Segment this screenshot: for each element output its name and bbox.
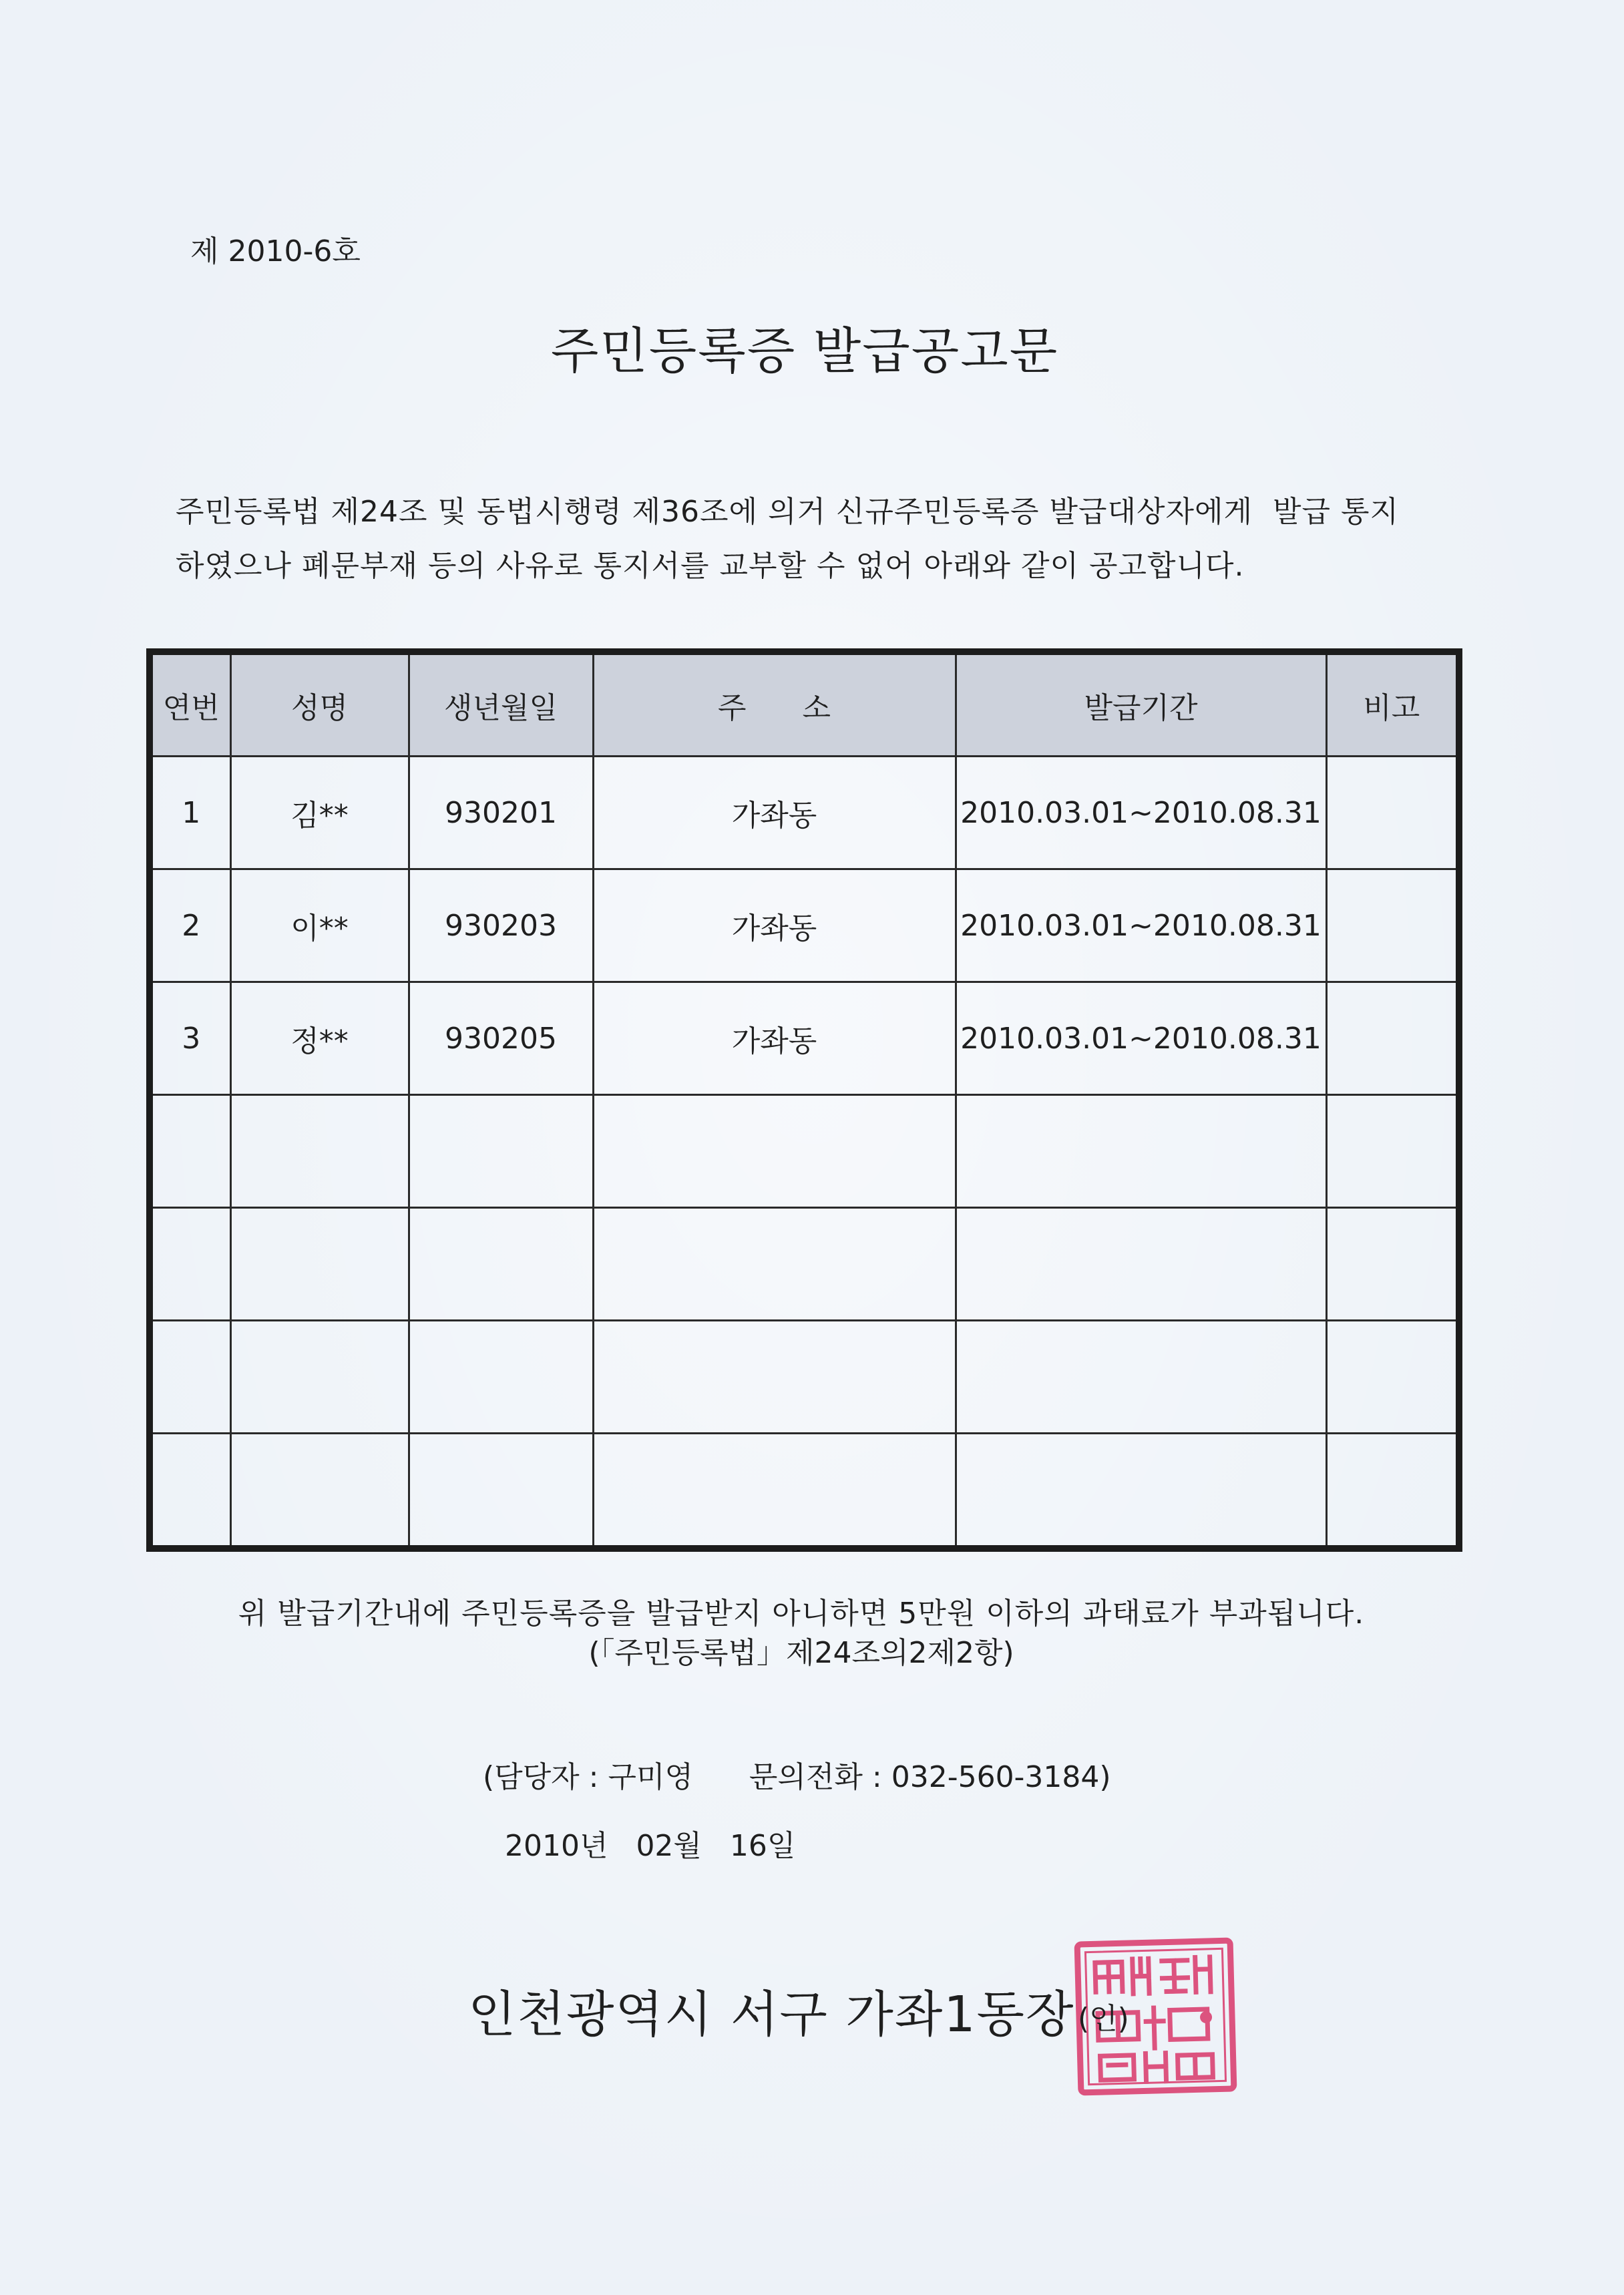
cell-issue-period: 2010.03.01~2010.08.31 <box>956 757 1326 869</box>
table-body <box>150 757 1459 1549</box>
document-number: 제 2010-6호 <box>190 234 361 268</box>
cell-remarks <box>1326 1095 1459 1208</box>
cell-issue-period <box>956 1208 1326 1321</box>
cell-issue-period: 2010.03.01~2010.08.31 <box>956 869 1326 982</box>
intro-line-2: 하였으나 폐문부재 등의 사유로 통지서를 교부할 수 없어 아래와 같이 공고합니다. <box>176 549 1245 583</box>
document-title: 주민등록증 발급공고문 <box>550 323 1059 380</box>
table-row <box>150 1321 1459 1434</box>
cell-serial-no: 1 <box>150 757 230 869</box>
cell-address <box>593 1208 956 1321</box>
cell-name <box>230 1321 409 1434</box>
cell-serial-no <box>150 1208 230 1321</box>
header-remarks: 비고 <box>1326 652 1459 757</box>
cell-name: 김** <box>230 757 409 869</box>
cell-birthdate: 930205 <box>409 982 593 1095</box>
cell-birthdate <box>409 1434 593 1549</box>
cell-serial-no <box>150 1321 230 1434</box>
cell-issue-period <box>956 1321 1326 1434</box>
table-row <box>150 757 1459 869</box>
cell-name: 이** <box>230 869 409 982</box>
cell-address: 가좌동 <box>593 757 956 869</box>
cell-address <box>593 1095 956 1208</box>
cell-address <box>593 1434 956 1549</box>
cell-birthdate: 930201 <box>409 757 593 869</box>
cell-remarks <box>1326 869 1459 982</box>
intro-line-1: 주민등록법 제24조 및 동법시행령 제36조에 의거 신규주민등록증 발급대상자에게 발급 통지 <box>176 495 1399 529</box>
contact-info: (담당자 : 구미영 문의전화 : 032-560-3184) <box>483 1760 1111 1794</box>
cell-name <box>230 1095 409 1208</box>
cell-name: 정** <box>230 982 409 1095</box>
header-serial-no: 연번 <box>150 652 230 757</box>
cell-name <box>230 1208 409 1321</box>
cell-birthdate <box>409 1321 593 1434</box>
recipient-table <box>146 648 1462 1552</box>
cell-address <box>593 1321 956 1434</box>
cell-birthdate <box>409 1095 593 1208</box>
cell-remarks <box>1326 757 1459 869</box>
table-row <box>150 982 1459 1095</box>
cell-serial-no: 3 <box>150 982 230 1095</box>
seal-mark-label: (인) <box>1078 2002 1129 2036</box>
table-row <box>150 1095 1459 1208</box>
cell-address: 가좌동 <box>593 982 956 1095</box>
penalty-notice: 위 발급기간내에 주민등록증을 발급받지 아니하면 5만원 이하의 과태료가 부과됩니다. <box>238 1597 1365 1631</box>
cell-remarks <box>1326 1208 1459 1321</box>
header-issue-period: 발급기간 <box>956 652 1326 757</box>
legal-reference: (「주민등록법」제24조의2제2항) <box>588 1636 1014 1670</box>
cell-issue-period: 2010.03.01~2010.08.31 <box>956 982 1326 1095</box>
cell-remarks <box>1326 982 1459 1095</box>
cell-name <box>230 1434 409 1549</box>
cell-remarks <box>1326 1434 1459 1549</box>
cell-serial-no: 2 <box>150 869 230 982</box>
cell-address: 가좌동 <box>593 869 956 982</box>
table-row <box>150 1434 1459 1549</box>
table-header-row <box>150 652 1459 757</box>
table-row <box>150 869 1459 982</box>
cell-remarks <box>1326 1321 1459 1434</box>
cell-issue-period <box>956 1095 1326 1208</box>
header-address: 주 소 <box>593 652 956 757</box>
cell-serial-no <box>150 1434 230 1549</box>
issuer-name: 인천광역시 서구 가좌1동장 <box>468 1986 1075 2043</box>
cell-birthdate <box>409 1208 593 1321</box>
cell-birthdate: 930203 <box>409 869 593 982</box>
cell-serial-no <box>150 1095 230 1208</box>
cell-issue-period <box>956 1434 1326 1549</box>
header-birthdate: 생년월일 <box>409 652 593 757</box>
table-row <box>150 1208 1459 1321</box>
issue-date: 2010년 02월 16일 <box>505 1829 796 1863</box>
header-name: 성명 <box>230 652 409 757</box>
